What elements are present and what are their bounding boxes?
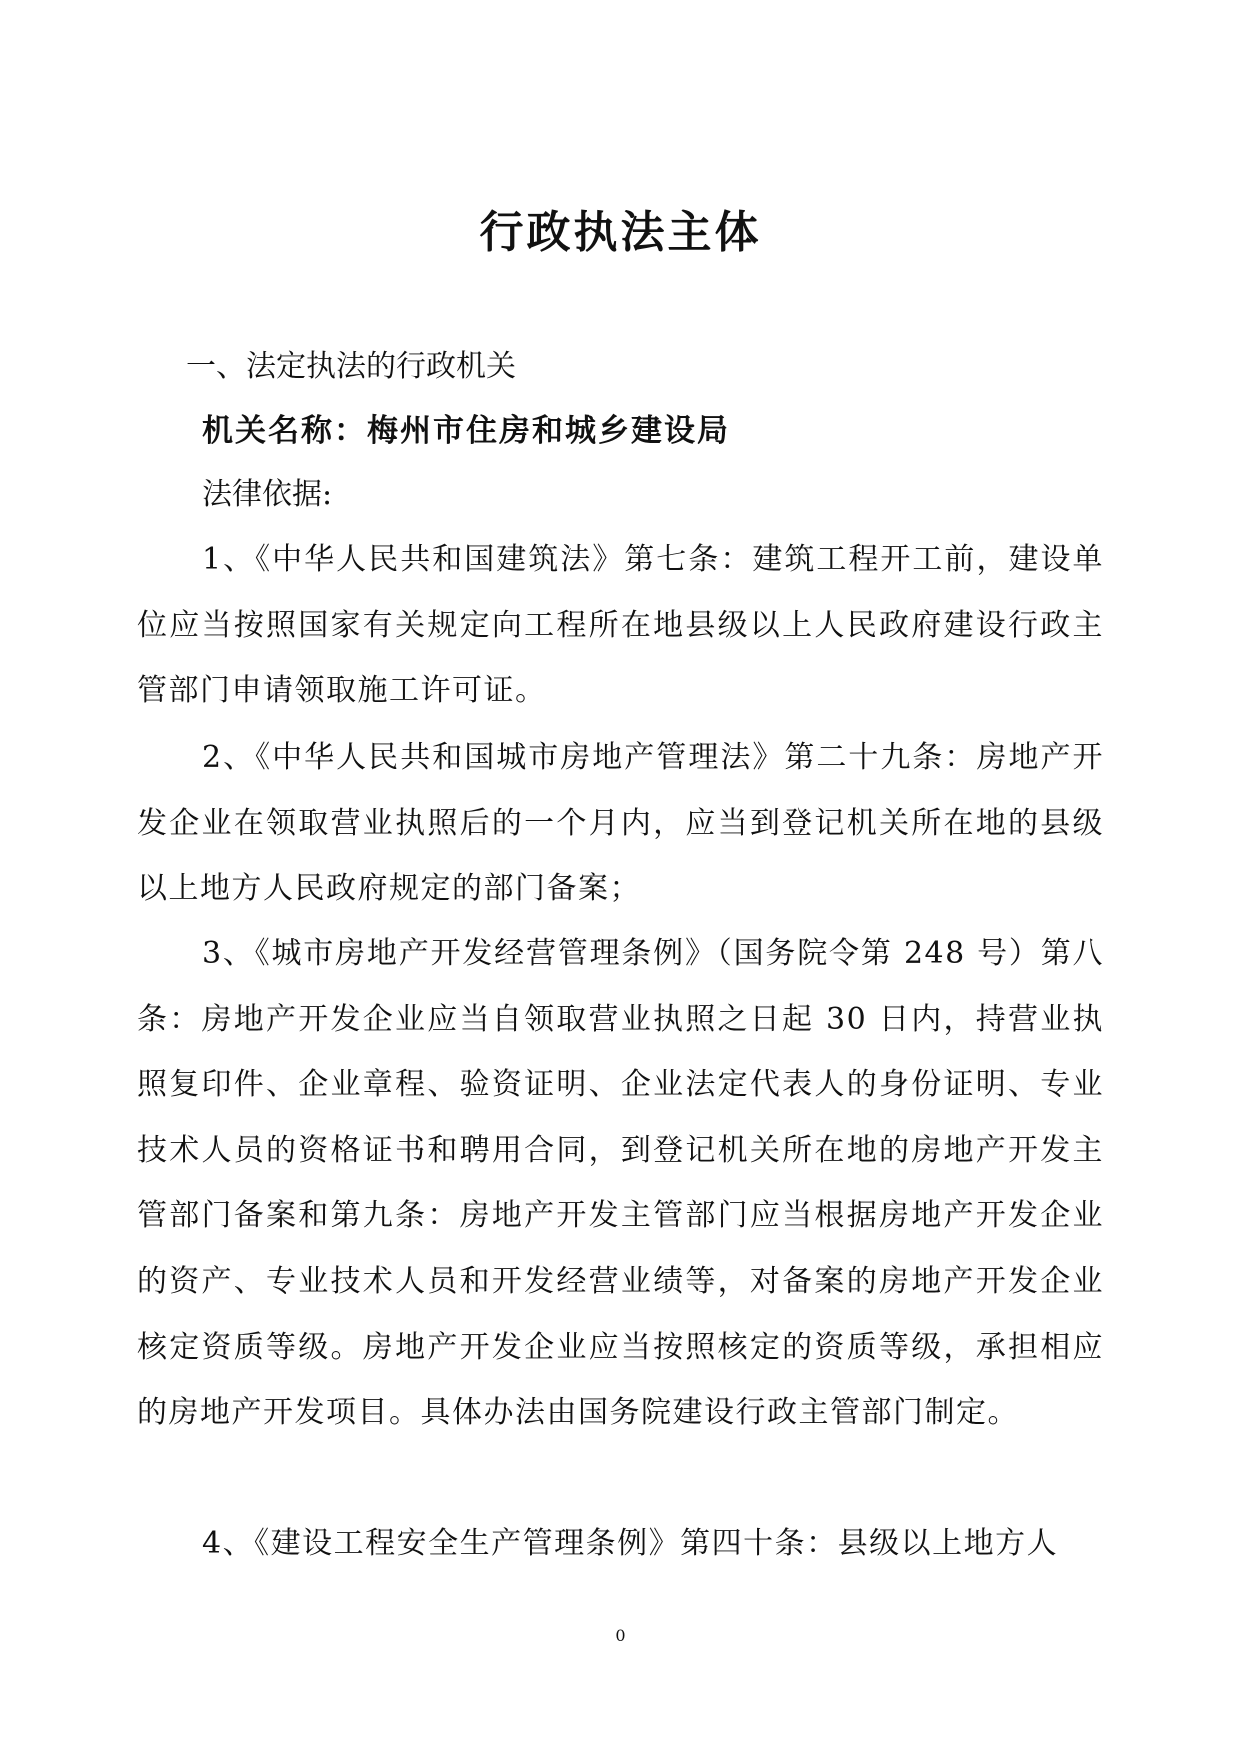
section-heading: 一、法定执法的行政机关 — [186, 349, 516, 384]
legal-article-paragraph: 3、《城市房地产开发经营管理条例》（国务院令第 248 号）第八条：房地产开发企业应当自领取营业执照之日起 30 日内，持营业执照复印件、企业章程、验资证明、企业法定代表人的身份证明、专业技术人员的资格证书和聘用合同，到登记机关所在地的房地产开发主管部门备案和第九条：房地产开发主管部门应当根据房地产开发企业的资产、专业技术人员和开发经营业绩等，对备案的房地产开发企业核定资质等级。房地产开发企业应当按照核定的资质等级，承担相应的房地产开发项目。具体办法由国务院建设行政主管部门制定。 — [137, 936, 1104, 1431]
legal-basis-label: 法律依据: — [202, 477, 333, 512]
agency-name-line: 机关名称：梅州市住房和城乡建设局 — [202, 413, 730, 449]
document-title: 行政执法主体 — [479, 207, 762, 258]
legal-article-paragraph: 2、《中华人民共和国城市房地产管理法》第二十九条：房地产开发企业在领取营业执照后的一个月内，应当到登记机关所在地的县级以上地方人民政府规定的部门备案； — [137, 740, 1104, 907]
page-number: 0 — [615, 1626, 626, 1645]
legal-article-paragraph: 4、《建设工程安全生产管理条例》第四十条：县级以上地方人 — [202, 1526, 1059, 1561]
legal-article-paragraph: 1、《中华人民共和国建筑法》第七条：建筑工程开工前，建设单位应当按照国家有关规定向工程所在地县级以上人民政府建设行政主管部门申请领取施工许可证。 — [137, 542, 1104, 709]
